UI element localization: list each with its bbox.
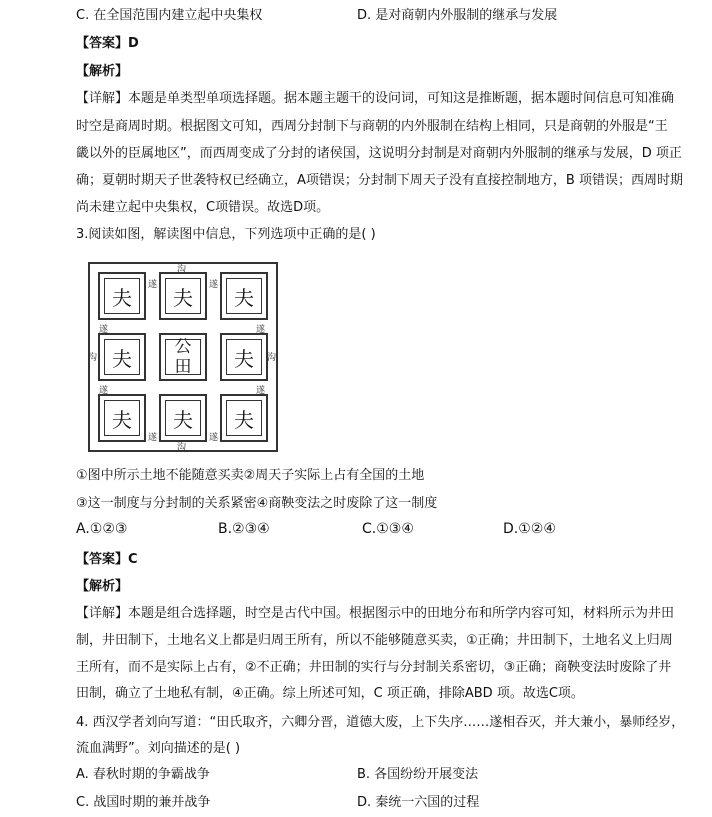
- answer-label: 【答案】D: [76, 36, 139, 51]
- answer-label: 【答案】C: [76, 552, 138, 567]
- detail-line: 田制，确立了土地私有制，④正确。综上所述可知，C 项正确，排除ABD 项。故选C项。: [76, 686, 584, 701]
- option-c: C. 战国时期的兼并战争: [76, 795, 211, 810]
- well-field-diagram: [88, 262, 278, 452]
- option-a: A. 春秋时期的争霸战争: [76, 767, 210, 782]
- detail-line: 确；夏朝时期天子世袭特权已经确立，A项错误；分封制下周天子没有直接控制地方，B 项错误；西周时期: [76, 173, 683, 188]
- option-d: D.①②④: [503, 521, 556, 537]
- detail-line: 制，井田制下，土地名义上都是归周王所有，所以不能够随意买卖，①正确；井田制下，土地名义上归周: [76, 633, 673, 648]
- field-cell: 夫: [98, 272, 146, 320]
- field-cell: 夫: [220, 333, 268, 381]
- option-a: A.①②③: [76, 521, 128, 537]
- path-label: 遂: [99, 325, 109, 335]
- analysis-label: 【解析】: [76, 579, 129, 594]
- public-field-cell: 公 田: [159, 333, 207, 381]
- analysis-label: 【解析】: [76, 64, 129, 79]
- field-cell: 夫: [98, 333, 146, 381]
- channel-label: 沟: [177, 265, 187, 275]
- field-cell: 夫: [159, 394, 207, 442]
- field-cell: 夫: [159, 272, 207, 320]
- statement-line: ③这一制度与分封制的关系紧密④商鞅变法之时废除了这一制度: [76, 496, 438, 511]
- question-4-stem: 流血满野”。刘向描述的是( ): [76, 741, 241, 756]
- field-cell: 夫: [220, 394, 268, 442]
- detail-line: 畿以外的臣属地区”，而西周变成了分封的诸侯国，这说明分封制是对商朝内外服制的继承与发展，D 项正: [76, 146, 682, 161]
- question-3-stem: 3.阅读如图，解读图中信息，下列选项中正确的是( ): [76, 227, 376, 242]
- option-c: C.①③④: [362, 521, 414, 537]
- path-label: 遂: [256, 325, 266, 335]
- option-d: D. 秦统一六国的过程: [357, 795, 480, 810]
- path-label: 遂: [99, 386, 109, 396]
- question-4-stem: 4. 西汉学者刘向写道：“田氏取齐，六卿分晋，道德大废，上下失序……遂相吞灭，并大兼小，暴师经岁，: [76, 715, 685, 730]
- path-label: 遂: [148, 280, 158, 290]
- channel-label: 沟: [88, 353, 98, 363]
- path-label: 遂: [256, 386, 266, 396]
- detail-line: 尚未建立起中央集权，C项错误。故选D项。: [76, 200, 330, 215]
- statement-line: ①图中所示土地不能随意买卖②周天子实际上占有全国的土地: [76, 468, 425, 483]
- detail-line: 【详解】本题是组合选择题，时空是古代中国。根据图示中的田地分布和所学内容可知，材料所示为井田: [76, 606, 675, 621]
- detail-line: 【详解】本题是单类型单项选择题。据本题主题干的设问词，可知这是推断题，据本题时间信息可知准确: [76, 91, 675, 106]
- field-cell: 夫: [220, 272, 268, 320]
- option-b: B.②③④: [218, 521, 270, 537]
- channel-label: 沟: [177, 443, 187, 453]
- detail-line: 王所有，而不是实际上占有，②不正确；井田制的实行与分封制关系密切，③正确；商鞅变法时废除了井: [76, 660, 672, 675]
- detail-line: 时空是商周时期。根据图文可知，西周分封制下与商朝的内外服制在结构上相同，只是商朝的外服是“王: [76, 119, 668, 134]
- path-label: 遂: [148, 433, 158, 443]
- path-label: 遂: [209, 280, 219, 290]
- channel-label: 沟: [267, 353, 277, 363]
- option-b: B. 各国纷纷开展变法: [357, 767, 479, 782]
- field-cell: 夫: [98, 394, 146, 442]
- option-c: C. 在全国范围内建立起中央集权: [76, 8, 263, 23]
- path-label: 遂: [209, 433, 219, 443]
- option-d: D. 是对商朝内外服制的继承与发展: [357, 8, 558, 23]
